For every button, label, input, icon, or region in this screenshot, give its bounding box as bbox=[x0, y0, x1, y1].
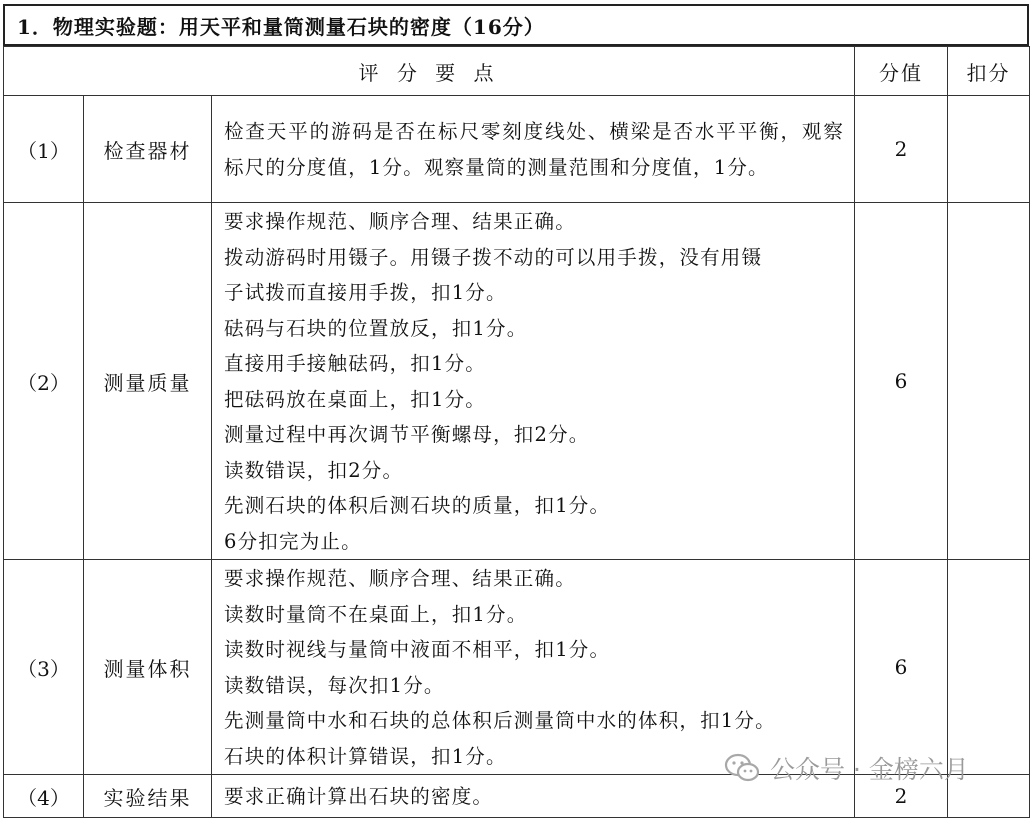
description-line: 读数时视线与量筒中液面不相平，扣1分。 bbox=[224, 638, 611, 661]
description-line: 把砝码放在桌面上，扣1分。 bbox=[224, 387, 487, 411]
row-deduct bbox=[948, 96, 1030, 203]
watermark bbox=[724, 748, 969, 788]
table-row bbox=[4, 203, 1030, 560]
description-line: 砝码与石块的位置放反，扣1分。 bbox=[224, 316, 528, 340]
description-line: 读数错误，扣2分。 bbox=[224, 458, 404, 482]
watermark-text: 公众号 · 金榜六月 bbox=[770, 755, 969, 784]
row-description: 检查天平的游码是否在标尺零刻度线处、横梁是否水平平衡，观察标尺的分度值，1分。观察量筒的测量范围和分度值，1分。 bbox=[212, 96, 855, 203]
description-line: 6分扣完为止。 bbox=[224, 529, 362, 553]
criteria-header: 评 分 要 点 bbox=[4, 47, 855, 96]
row-item: 检查器材 bbox=[84, 96, 212, 203]
description-line: 先测石块的体积后测石块的质量，扣1分。 bbox=[224, 494, 611, 517]
table-row bbox=[4, 96, 1030, 203]
row-item: 实验结果 bbox=[84, 775, 212, 818]
description-line: 直接用手接触砝码，扣1分。 bbox=[224, 352, 487, 375]
row-score: 2 bbox=[855, 96, 948, 203]
description-line: 读数时量筒不在桌面上，扣1分。 bbox=[224, 602, 528, 626]
row-number: （4） bbox=[4, 775, 84, 818]
row-score: 6 bbox=[855, 560, 948, 775]
wechat-icon bbox=[724, 753, 760, 783]
row-deduct bbox=[948, 203, 1030, 560]
row-item: 测量体积 bbox=[84, 560, 212, 775]
question-title: 1．物理实验题：用天平和量筒测量石块的密度（16分） bbox=[3, 4, 1029, 46]
row-score: 2 bbox=[855, 775, 948, 818]
score-header: 分值 bbox=[855, 47, 948, 96]
row-item: 测量质量 bbox=[84, 203, 212, 560]
row-score: 6 bbox=[855, 203, 948, 560]
deduct-header: 扣分 bbox=[948, 47, 1030, 96]
description-line: 石块的体积计算错误，扣1分。 bbox=[224, 744, 507, 768]
row-description bbox=[212, 203, 855, 560]
description-line: 先测量筒中水和石块的总体积后测量筒中水的体积，扣1分。 bbox=[224, 709, 776, 732]
row-deduct bbox=[948, 560, 1030, 775]
description-line: 要求操作规范、顺序合理、结果正确。 bbox=[224, 567, 576, 590]
row-number: （3） bbox=[4, 560, 84, 775]
description-line: 要求操作规范、顺序合理、结果正确。 bbox=[224, 210, 576, 233]
description-line: 拨动游码时用镊子。用镊子拨不动的可以用手拨，没有用镊 bbox=[224, 245, 763, 269]
description-line: 子试拨而直接用手拨，扣1分。 bbox=[224, 281, 507, 304]
row-description bbox=[212, 560, 855, 775]
description-line: 测量过程中再次调节平衡螺母，扣2分。 bbox=[224, 423, 590, 446]
row-description: 要求正确计算出石块的密度。 bbox=[212, 775, 855, 818]
row-number: （2） bbox=[4, 203, 84, 560]
scoring-table bbox=[3, 46, 1030, 818]
header-row bbox=[4, 47, 1030, 96]
table-row bbox=[4, 560, 1030, 775]
row-number: （1） bbox=[4, 96, 84, 203]
description-line: 读数错误，每次扣1分。 bbox=[224, 673, 445, 697]
